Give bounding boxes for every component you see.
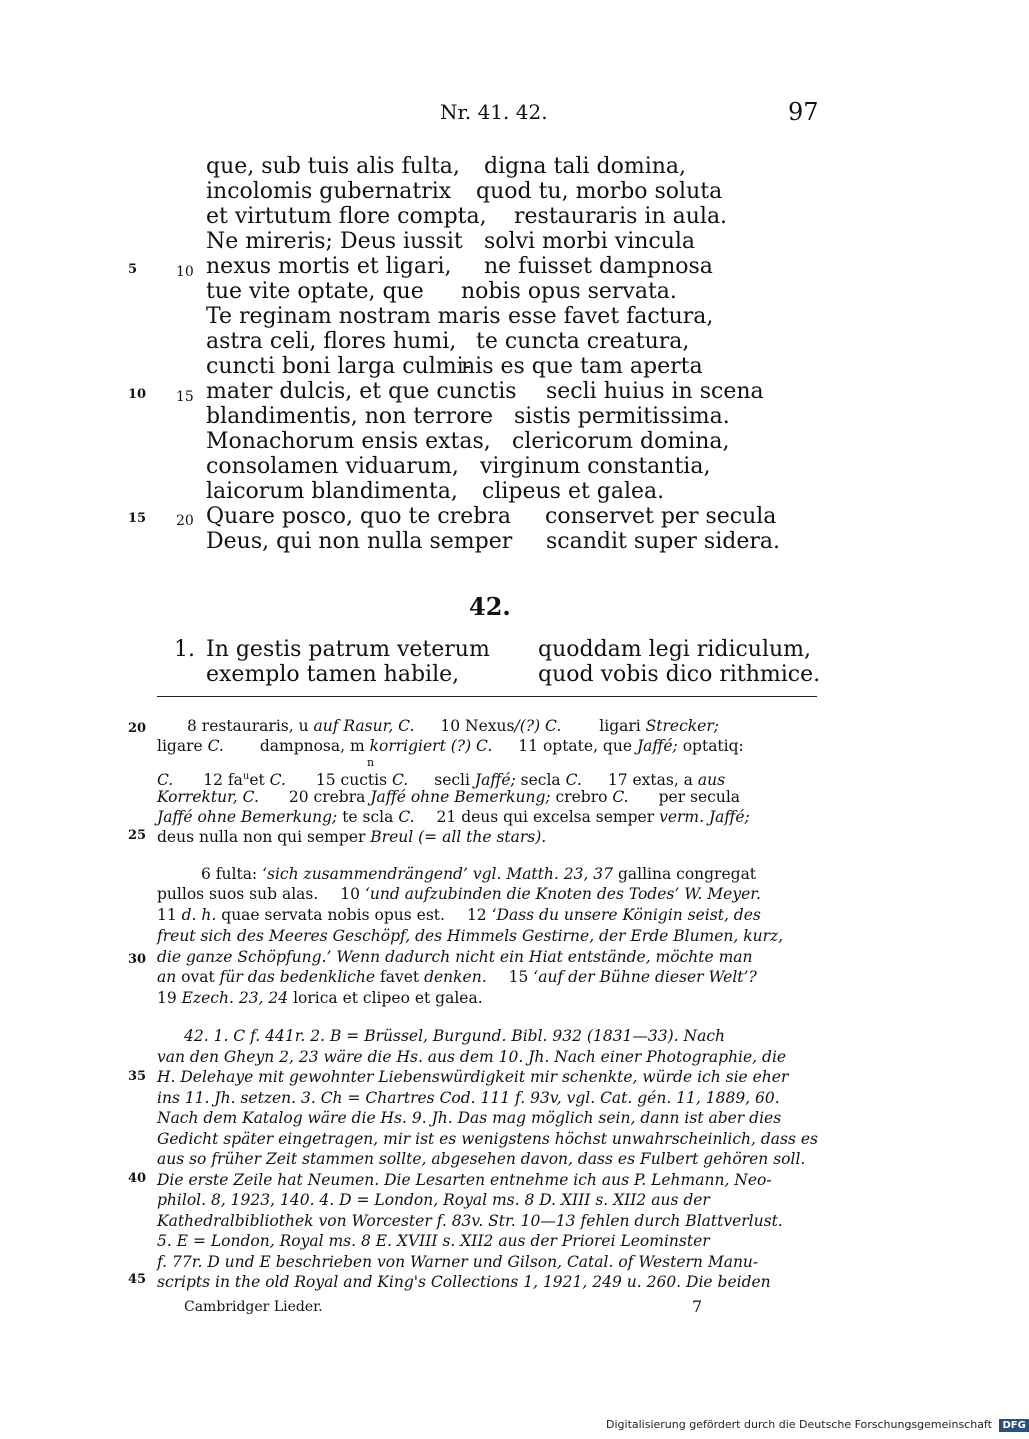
source-line: 5. E = London, Royal ms. 8 E. XVIII s. XII2 aus der Priorei Leominster xyxy=(157,1232,710,1250)
source-line: f. 77r. D und E beschrieben von Warner und Gilson, Catal. of Western Manu- xyxy=(157,1252,759,1271)
margin-line-number: 10 xyxy=(128,387,147,402)
source-line: scripts in the old Royal and King's Collections 1, 1921, 249 u. 260. Die beiden xyxy=(157,1273,771,1291)
verse-line-first-half: exemplo tamen habile, xyxy=(206,662,460,687)
dfg-credit xyxy=(606,1418,1029,1432)
verse-line-first-half: nexus mortis et ligari, xyxy=(206,254,452,279)
verse-line-first-half: laicorum blandimenta, xyxy=(206,479,458,504)
margin-line-number: 45 xyxy=(128,1272,147,1287)
verse-line-first-half: In gestis patrum veterum xyxy=(206,637,490,662)
commentary-line: die ganze Schöpfung.’ Wenn dadurch nicht ein Hiat entstände, möchte man xyxy=(157,948,753,966)
source-line: Nach dem Katalog wäre die Hs. 9. Jh. Das mag möglich sein, dann ist aber dies xyxy=(157,1109,782,1127)
verse-line-first-half: Quare posco, quo te crebra xyxy=(206,504,511,529)
verse-line-second-half: quod tu, morbo soluta xyxy=(476,179,723,204)
verse-line-first-half: Te reginam nostram maris xyxy=(206,304,501,329)
verse-line-second-half: esse favet factura, xyxy=(508,304,714,329)
verse-line-second-half: sistis permitissima. xyxy=(514,404,730,429)
verse-line-first-half: et virtutum flore compta, xyxy=(206,204,487,229)
verse-line-second-half: digna tali domina, xyxy=(484,154,687,179)
verse-number: 15 xyxy=(176,389,194,405)
commentary-line: pullos suos sub alas. 10 ‘und aufzubinden die Knoten des Todes’ W. Meyer. xyxy=(157,885,761,903)
superscript-correction: n xyxy=(367,756,375,769)
verse-line-first-half: consolamen viduarum, xyxy=(206,454,459,479)
margin-line-number: 15 xyxy=(128,511,147,526)
verse-line-second-half: clericorum domina, xyxy=(512,429,730,454)
commentary-line: 6 fulta: ‘sich zusammendrängend’ vgl. Matth. 23, 37 gallina congregat xyxy=(201,865,757,883)
signature-mark: Cambridger Lieder. xyxy=(184,1299,323,1315)
apparatus-line: deus nulla non qui semper Breul (= all the stars). xyxy=(157,828,547,846)
margin-line-number: 25 xyxy=(128,828,147,843)
verse-line-first-half: astra celi, flores humi, xyxy=(206,329,457,354)
verse-line-second-half: te cuncta creatura, xyxy=(476,329,690,354)
strophe-number: 1. xyxy=(174,637,195,662)
verse-line-second-half: virginum constantia, xyxy=(480,454,711,479)
verse-line-first-half: incolomis gubernatrix xyxy=(206,179,452,204)
verse-number: 20 xyxy=(176,513,194,529)
dfg-credit-text: Digitalisierung gefördert durch die Deutsche Forschungsgemeinschaft xyxy=(606,1418,992,1431)
margin-line-number: 40 xyxy=(128,1171,147,1186)
verse-line-first-half: que, sub tuis alis fulta, xyxy=(206,154,460,179)
source-line: Die erste Zeile hat Neumen. Die Lesarten entnehme ich aus P. Lehmann, Neo- xyxy=(157,1170,772,1189)
apparatus-line: Jaffé ohne Bemerkung; te scla C. 21 deus qui excelsa semper verm. Jaffé; xyxy=(157,808,750,826)
margin-line-number: 20 xyxy=(128,721,147,736)
verse-line-first-half: cuncti boni larga culmi- xyxy=(206,354,472,379)
source-line: van den Gheyn 2, 23 wäre die Hs. aus dem 10. Jh. Nach einer Photographie, die xyxy=(157,1047,787,1066)
verse-line-second-half: nis es que tam aperta xyxy=(461,354,703,379)
verse-line-second-half: conservet per secula xyxy=(545,504,777,529)
verse-line-first-half: mater dulcis, et que cunctis xyxy=(206,379,517,404)
margin-line-number: 30 xyxy=(128,952,147,967)
source-line: H. Delehaye mit gewohnter Liebenswürdigkeit mir schenkte, würde ich sie eher xyxy=(157,1068,789,1086)
verse-line-second-half: quoddam legi ridiculum, xyxy=(538,637,812,662)
verse-line-second-half: ne fuisset dampnosa xyxy=(484,254,713,279)
divider-rule xyxy=(157,696,817,697)
source-line: 42. 1. C f. 441r. 2. B = Brüssel, Burgund. Bibl. 932 (1831—33). Nach xyxy=(184,1027,726,1045)
verse-line-first-half: Deus, qui non nulla semper xyxy=(206,529,513,554)
margin-line-number: 35 xyxy=(128,1069,147,1084)
verse-line-second-half: scandit super sidera. xyxy=(546,529,780,554)
apparatus-line: 8 restauraris, u auf Rasur, C. 10 Nexus/(?) C. ligari Strecker; xyxy=(187,717,719,735)
verse-line-first-half: blandimentis, non terrore xyxy=(206,404,493,429)
section-heading-42: 42. xyxy=(469,592,511,621)
verse-line-first-half: Ne mireris; Deus iussit xyxy=(206,229,463,254)
dfg-logo: DFG xyxy=(999,1419,1028,1432)
verse-line-second-half: secli huius in scena xyxy=(546,379,764,404)
page-number: 97 xyxy=(788,98,819,126)
commentary-line: freut sich des Meeres Geschöpf, des Himmels Gestirne, der Erde Blumen, kurz, xyxy=(157,927,784,945)
commentary-line: 19 Ezech. 23, 24 lorica et clipeo et galea. xyxy=(157,989,483,1007)
apparatus-line: ligare C. dampnosa, m korrigiert (?) C. 11 optate, que Jaffé; optatiq: xyxy=(157,737,744,755)
verse-line-first-half: tue vite optate, que xyxy=(206,279,424,304)
source-line: Kathedralbibliothek von Worcester f. 83v. Str. 10—13 fehlen durch Blattverlust. xyxy=(157,1211,783,1230)
apparatus-line: Korrektur, C. 20 crebra Jaffé ohne Bemerkung; crebro C. per secula xyxy=(157,788,741,806)
verse-line-second-half: restauraris in aula. xyxy=(514,204,728,229)
commentary-line: 11 d. h. quae servata nobis opus est. 12 ‘Dass du unsere Königin seist, des xyxy=(157,906,761,924)
sheet-number: 7 xyxy=(692,1297,703,1316)
verse-line-second-half: clipeus et galea. xyxy=(482,479,665,504)
source-line: philol. 8, 1923, 140. 4. D = London, Royal ms. 8 D. XIII s. XII2 aus der xyxy=(157,1191,710,1209)
verse-number: 10 xyxy=(176,264,194,280)
source-line: aus so früher Zeit stammen sollte, abgesehen davon, dass es Fulbert gehören soll. xyxy=(157,1150,806,1168)
verse-line-second-half: quod vobis dico rithmice. xyxy=(538,662,821,687)
verse-line-second-half: nobis opus servata. xyxy=(461,279,677,304)
margin-line-number: 5 xyxy=(128,262,138,277)
apparatus-line: C. 12 $fa^uet$ C. 15 cuctis C. secli Jaffé; secla C. 17 extas, a aus xyxy=(157,771,726,790)
source-line: ins 11. Jh. setzen. 3. Ch = Chartres Cod. 111 f. 93v, vgl. Cat. gén. 11, 1889, 60. xyxy=(157,1088,780,1107)
source-line: Gedicht später eingetragen, mir ist es wenigstens höchst unwahrscheinlich, dass es xyxy=(157,1129,819,1148)
verse-line-second-half: solvi morbi vincula xyxy=(484,229,696,254)
running-title: Nr. 41. 42. xyxy=(440,100,548,124)
commentary-line: an ovat für das bedenkliche favet denken. 15 ‘auf der Bühne dieser Welt’? xyxy=(157,968,757,986)
verse-line-first-half: Monachorum ensis extas, xyxy=(206,429,491,454)
